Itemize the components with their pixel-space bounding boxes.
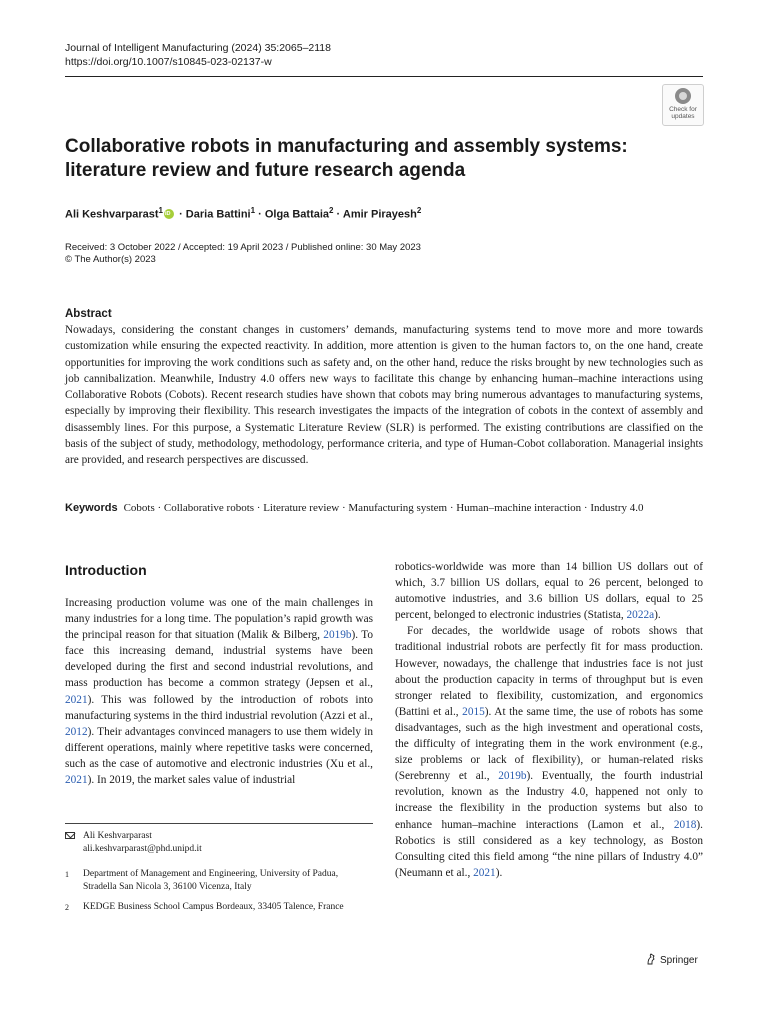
article-title: Collaborative robots in manufacturing and assembly systems: literature review and future research agenda — [65, 136, 628, 181]
paragraph-text: For decades, the worldwide usage of robots shows that traditional industrial robots are perfectly fit for mass production. However, nowadays, the challenge that industries face is not just about the production capacity in terms of throughput but is even stronger related to flexibility, customization, and ergonomics (Battini et al., — [395, 625, 703, 718]
introduction-paragraph — [65, 595, 373, 788]
footnote-divider — [65, 823, 373, 824]
affiliation-text: Department of Management and Engineering, University of Padua, Stradella San Nicola 3, 36100 Vicenza, Italy — [83, 869, 339, 892]
author-affiliation-mark: 1 — [250, 206, 256, 215]
paragraph-text: Increasing production volume was one of the main challenges in many industries for a long time. The population’s rapid growth was the principal reason for that situation (Malik & Bilberg, — [65, 597, 373, 642]
author-separator: · — [336, 208, 341, 221]
doi-link[interactable]: https://doi.org/10.1007/s10845-023-02137-w — [65, 56, 272, 68]
paragraph-text: ). To face this increasing demand, industrial systems have been developed during the first and second industrial revolutions, and mass production has become a common strategy (Jepsen et al., — [65, 629, 373, 690]
author-affiliation-mark: 1 — [158, 206, 163, 215]
keywords-heading: Keywords — [65, 502, 118, 514]
paragraph-text: ). — [495, 866, 503, 879]
affiliation-number: 2 — [65, 903, 69, 912]
abstract-body: Nowadays, considering the constant changes in customers’ demands, manufacturing systems tend to move more and more towards customization while ensuring the expected reactivity. In addition, more attention is given to the human factors to, on the one hand, create opportunities for improving the work conditions such as safety and, on the other hand, reduce the risks brought by new technologies such as job cannibalization. Meanwhile, Industry 4.0 offers new ways to facilitate this change by enhancing human–machine interactions using Collaborative Robots (Cobots). Recent research studies have shown that cobots may bring numerous advantages to manufacturing systems, especially by improving their flexibility. This research investigates the impacts of the integration of cobots in the context of assembly and disassembly lines. For this purpose, a Systematic Literature Review (SLR) is performed. The existing contributions are classified on the basis of the subject of study, methodology, methodology, performance criteria, and type of Human-Cobot collaboration. Managerial insights are provided, and research perspectives are discussed. — [65, 324, 703, 467]
paragraph-text: ). Robotics is still considered as a key technology, as Boston Consulting cited this field among “the nine pillars of Industry 4.0” (Neumann et al., — [395, 818, 703, 879]
paragraph-text: ). — [654, 609, 661, 622]
introduction-heading: Introduction — [65, 562, 147, 578]
paragraph-text: ). This was followed by the introduction of robots into manufacturing systems in the third industrial revolution (Azzi et al., — [65, 693, 373, 722]
springer-horse-icon — [646, 953, 656, 965]
author-separator: · — [258, 208, 262, 221]
corresponding-author-name: Ali Keshvarparast — [83, 831, 152, 841]
header-divider — [65, 76, 703, 77]
abstract-heading: Abstract — [65, 308, 112, 320]
introduction-right-column — [395, 559, 703, 881]
affiliation-note — [65, 901, 373, 914]
paragraph-text: ). Eventually, the fourth industrial revolution, known as the Industry 4.0, happened not only to increase the flexibility in the production systems but also to enhance human–machine interactions (Lamon et al., — [395, 770, 703, 831]
author-name[interactable]: Daria Battini — [185, 208, 251, 221]
publication-dates: Received: 3 October 2022 / Accepted: 19 April 2023 / Published online: 30 May 2023 — [65, 242, 421, 253]
citation-link[interactable]: 2015 — [462, 705, 485, 718]
paragraph-text: robotics-worldwide was more than 14 billion US dollars out of which, 3.7 billion US dollars, equal to 26 percent, belonged to automotive industries, and 3.6 billion US dollars, equal to 25 percent, belonged to electronic industries (Statista, — [395, 561, 703, 622]
publisher-logo — [646, 953, 698, 968]
keywords-section — [65, 500, 703, 516]
crossmark-icon — [675, 88, 691, 104]
author-list — [65, 204, 421, 222]
citation-link[interactable]: 2012 — [65, 725, 88, 738]
paragraph-text: ). Their advantages convinced managers to use them widely in different operations, mainly where repetitive tasks were concerned, such as the case of automotive and electronic industries (Xu et al., — [65, 725, 373, 770]
citation-link[interactable]: 2021 — [473, 866, 496, 879]
affiliation-number: 1 — [65, 870, 69, 879]
corresponding-author-note — [65, 830, 373, 856]
envelope-icon — [65, 832, 75, 839]
email-link[interactable]: ali.keshvarparast@phd.unipd.it — [83, 844, 202, 854]
author-name[interactable]: Olga Battaia — [264, 208, 330, 221]
citation-link[interactable]: 2022a — [626, 609, 655, 622]
journal-citation: Journal of Intelligent Manufacturing (2024) 35:2065–2118 — [65, 42, 331, 54]
citation-link[interactable]: 2019b — [498, 770, 527, 783]
paragraph-text: ). In 2019, the market sales value of industrial — [87, 774, 296, 787]
copyright-notice: © The Author(s) 2023 — [65, 254, 156, 265]
affiliation-note — [65, 868, 373, 894]
paragraph-text: ). At the same time, the use of robots has some disadvantages, such as the high investment and operational costs, the difficulty of integrating them in the work environment (e.g., size problems or lack of flexibility), or human-related risks (Serebrenny et al., — [395, 705, 703, 783]
introduction-paragraph — [395, 559, 703, 623]
citation-link[interactable]: 2019b — [323, 629, 352, 642]
crossmark-label: Check for updates — [669, 106, 697, 120]
author-affiliation-mark: 2 — [416, 206, 422, 215]
affiliation-text: KEDGE Business School Campus Bordeaux, 33405 Talence, France — [83, 902, 344, 912]
citation-link[interactable]: 2021 — [65, 693, 88, 706]
citation-link[interactable]: 2021 — [65, 774, 88, 787]
citation-link[interactable]: 2018 — [673, 818, 697, 831]
keywords-list: Cobots · Collaborative robots · Literature review · Manufacturing system · Human–machine interaction · Industry 4.0 — [123, 502, 644, 514]
author-affiliation-mark: 2 — [329, 206, 334, 215]
check-for-updates-badge[interactable] — [662, 84, 704, 126]
author-name[interactable]: Amir Pirayesh — [342, 208, 417, 221]
introduction-paragraph — [395, 623, 703, 881]
orcid-icon[interactable] — [164, 209, 174, 219]
author-separator: · — [179, 208, 183, 221]
publisher-name: Springer — [660, 955, 698, 966]
author-name[interactable]: Ali Keshvarparast — [65, 208, 159, 221]
